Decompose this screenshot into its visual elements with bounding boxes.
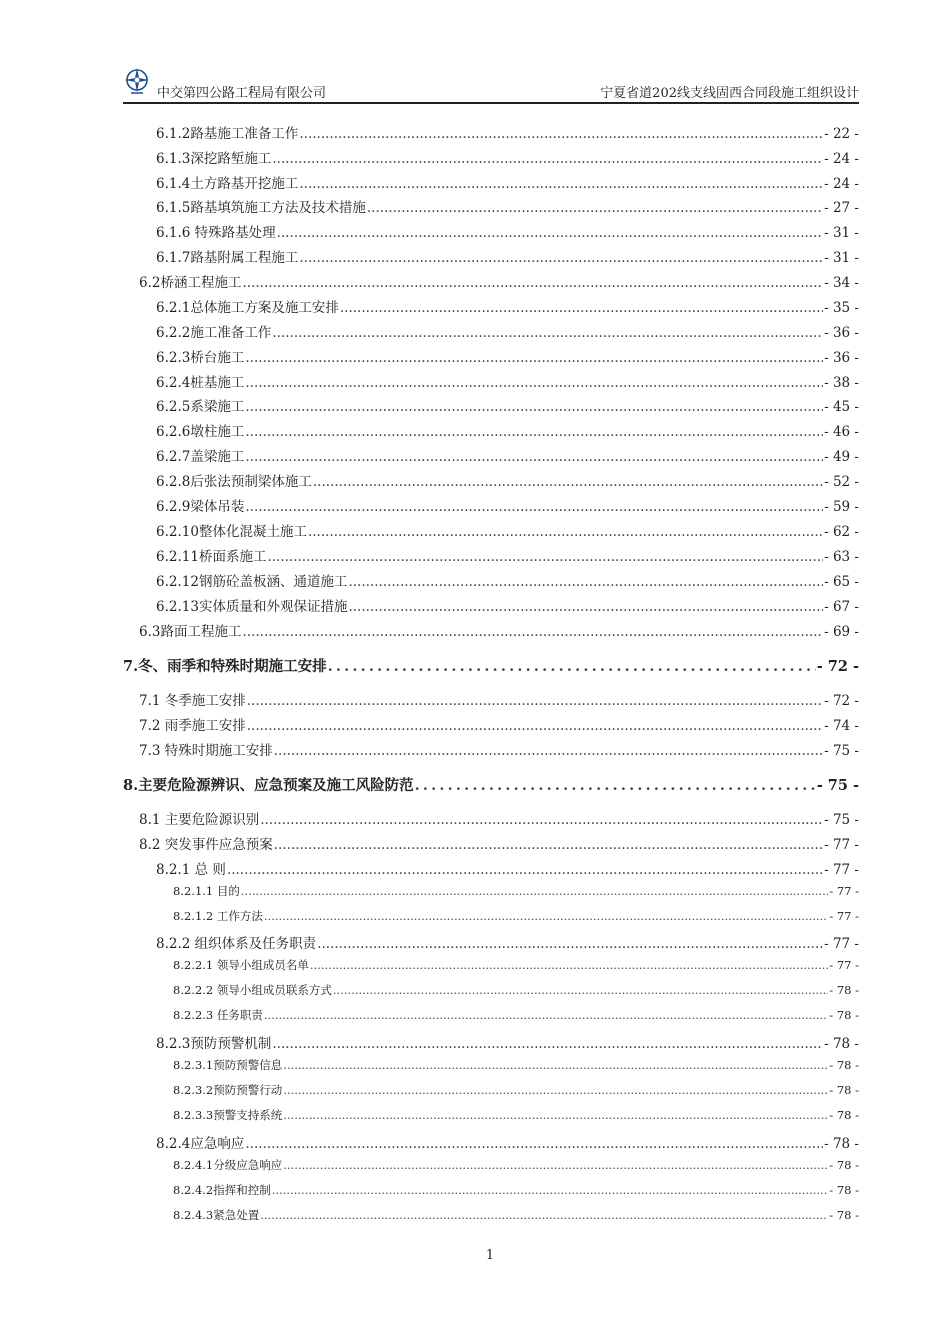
toc-entry-page: - 77 - (824, 862, 859, 878)
toc-entry[interactable] (139, 714, 859, 734)
leader-dots (348, 574, 823, 590)
toc-entry-page: - 22 - (824, 126, 859, 142)
leader-dots (247, 693, 823, 709)
toc-entry-label: 8.2.1.1 目的 (173, 884, 240, 898)
toc-entry-page: - 45 - (824, 399, 859, 415)
toc-entry[interactable] (139, 689, 859, 709)
toc-entry-page: - 62 - (824, 524, 859, 540)
toc-entry-label: 6.2.8后张法预制梁体施工 (156, 474, 312, 490)
toc-entry-page: - 78 - (829, 1183, 859, 1197)
leader-dots (277, 225, 823, 241)
toc-entry-page: - 36 - (824, 325, 859, 341)
leader-dots (313, 474, 823, 490)
toc-entry[interactable] (156, 371, 859, 391)
toc-entry-label: 8.2.3.1预防预警信息 (173, 1058, 283, 1072)
toc-entry-label: 6.1.6 特殊路基处理 (156, 225, 276, 241)
toc-entry-page: - 27 - (824, 200, 859, 216)
leader-dots (264, 1008, 828, 1022)
toc-entry[interactable] (139, 271, 859, 291)
leader-dots (299, 250, 823, 266)
toc-entry-page: - 59 - (824, 499, 859, 515)
toc-chapter-page: - 75 - (816, 777, 859, 794)
toc-entry-label: 6.2.5系梁施工 (156, 399, 245, 415)
leader-dots (242, 624, 823, 640)
toc-entry-label: 6.2.3桥台施工 (156, 350, 245, 366)
toc-entry[interactable] (156, 172, 859, 192)
leader-dots (245, 1136, 823, 1152)
toc-chapter-label: 8.主要危险源辨识、应急预案及施工风险防范 (123, 777, 414, 794)
toc-entry-page: - 24 - (824, 176, 859, 192)
toc-entry-label: 8.2.3预防预警机制 (156, 1036, 272, 1052)
toc-entry[interactable] (156, 246, 859, 266)
toc-entry-page: - 78 - (824, 1036, 859, 1052)
toc-entry-page: - 69 - (824, 624, 859, 640)
toc-entry[interactable] (173, 957, 859, 973)
toc-entry-page: - 34 - (824, 275, 859, 291)
toc-entry-label: 7.2 雨季施工安排 (139, 718, 246, 734)
toc-entry[interactable] (173, 1182, 859, 1198)
toc-chapter-label: 7.冬、雨季和特殊时期施工安排 (123, 658, 327, 675)
page-number: 1 (485, 1248, 495, 1263)
toc-entry-page: - 38 - (824, 375, 859, 391)
toc-entry-label: 6.2桥涵工程施工 (139, 275, 242, 291)
toc-entry[interactable] (156, 1032, 859, 1052)
toc-entry-page: - 67 - (824, 599, 859, 615)
toc-entry[interactable] (156, 595, 859, 615)
page-header (123, 64, 859, 104)
leader-dots (245, 449, 823, 465)
leader-dots (272, 1036, 823, 1052)
toc-entry-page: - 78 - (829, 1058, 859, 1072)
toc-entry-page: - 77 - (824, 936, 859, 952)
leader-dots (241, 884, 828, 898)
toc-entry-page: - 77 - (829, 884, 859, 898)
toc-entry-page: - 78 - (829, 1008, 859, 1022)
leader-dots (310, 958, 828, 972)
toc-entry-label: 6.3路面工程施工 (139, 624, 242, 640)
toc-entry-label: 6.2.10整体化混凝土施工 (156, 524, 307, 540)
toc-entry-label: 8.2.4应急响应 (156, 1136, 245, 1152)
toc-entry-label: 6.1.7路基附属工程施工 (156, 250, 299, 266)
toc-entry-label: 6.2.4桩基施工 (156, 375, 245, 391)
toc-entry-page: - 35 - (824, 300, 859, 316)
toc-entry-label: 6.2.1总体施工方案及施工安排 (156, 300, 339, 316)
toc-entry[interactable] (139, 808, 859, 828)
toc-entry[interactable] (139, 620, 859, 640)
toc-entry-label: 8.2.2.2 领导小组成员联系方式 (173, 983, 332, 997)
toc-entry-label: 8.2.2.1 领导小组成员名单 (173, 958, 309, 972)
leader-dots (299, 126, 823, 142)
toc-entry[interactable] (156, 321, 859, 341)
toc-entry-label: 6.2.2施工准备工作 (156, 325, 272, 341)
leader-dots (260, 1208, 828, 1222)
toc-chapter-page: - 72 - (816, 658, 859, 675)
toc-entry-page: - 78 - (829, 1083, 859, 1097)
toc-entry[interactable] (173, 1007, 859, 1023)
toc-entry[interactable] (156, 196, 859, 216)
toc-entry-label: 8.2.1 总 则 (156, 862, 226, 878)
toc-entry-page: - 31 - (824, 225, 859, 241)
toc-entry[interactable] (156, 932, 859, 952)
leader-dots (274, 837, 823, 853)
toc-entry-label: 8.2.3.2预防预警行动 (173, 1083, 283, 1097)
toc-entry[interactable] (156, 420, 859, 440)
toc-entry[interactable] (156, 570, 859, 590)
leader-dots (245, 399, 823, 415)
toc-entry-page: - 77 - (829, 909, 859, 923)
toc-entry[interactable] (173, 1107, 859, 1123)
toc-entry[interactable] (173, 982, 859, 998)
toc-entry-label: 8.2.4.2指挥和控制 (173, 1183, 271, 1197)
leader-dots (299, 176, 823, 192)
toc-entry-page: - 78 - (829, 1108, 859, 1122)
toc-entry[interactable] (173, 1057, 859, 1073)
leader-dots (272, 151, 823, 167)
toc-entry-label: 8.2.2 组织体系及任务职责 (156, 936, 317, 952)
leader-dots (267, 549, 823, 565)
toc-entry[interactable] (173, 1157, 859, 1173)
toc-entry[interactable] (139, 833, 859, 853)
toc-entry-label: 6.2.6墩柱施工 (156, 424, 245, 440)
document-title: 宁夏省道202线支线固西合同段施工组织设计 (600, 86, 859, 101)
toc-chapter[interactable] (123, 774, 859, 795)
toc-entry[interactable] (173, 883, 859, 899)
toc-entry-label: 8.2.2.3 任务职责 (173, 1008, 263, 1022)
leader-dots (283, 1158, 828, 1172)
toc-entry[interactable] (156, 858, 859, 878)
toc-entry-label: 6.2.13实体质量和外观保证措施 (156, 599, 348, 615)
leader-dots (348, 599, 823, 615)
toc-entry-label: 7.1 冬季施工安排 (139, 693, 246, 709)
toc-entry-label: 8.1 主要危险源识别 (139, 812, 260, 828)
toc-entry[interactable] (139, 739, 859, 759)
leader-dots (283, 1108, 828, 1122)
toc-entry-label: 7.3 特殊时期施工安排 (139, 743, 273, 759)
leader-dots (328, 658, 816, 675)
toc-entry[interactable] (173, 908, 859, 924)
toc-entry-label: 8.2.4.3紧急处置 (173, 1208, 260, 1222)
toc-entry-page: - 31 - (824, 250, 859, 266)
leader-dots (242, 275, 823, 291)
company-name: 中交第四公路工程局有限公司 (157, 86, 327, 101)
leader-dots (340, 300, 823, 316)
toc-entry-page: - 78 - (824, 1136, 859, 1152)
leader-dots (317, 936, 823, 952)
toc-entry-label: 6.2.7盖梁施工 (156, 449, 245, 465)
toc-entry-label: 6.1.3深挖路堑施工 (156, 151, 272, 167)
toc-entry-page: - 78 - (829, 1208, 859, 1222)
toc-entry-page: - 75 - (824, 743, 859, 759)
toc-entry-label: 8.2.1.2 工作方法 (173, 909, 263, 923)
toc-entry[interactable] (173, 1207, 859, 1223)
leader-dots (333, 983, 828, 997)
leader-dots (245, 424, 823, 440)
leader-dots (283, 1083, 828, 1097)
toc-entry-label: 8.2.4.1分级应急响应 (173, 1158, 283, 1172)
toc-entry-label: 8.2 突发事件应急预案 (139, 837, 273, 853)
toc-entry-page: - 78 - (829, 1158, 859, 1172)
toc-entry-label: 6.2.12钢筋砼盖板涵、通道施工 (156, 574, 348, 590)
toc-entry[interactable] (156, 346, 859, 366)
leader-dots (264, 909, 828, 923)
toc-entry-page: - 52 - (824, 474, 859, 490)
toc-entry[interactable] (156, 147, 859, 167)
toc-entry[interactable] (156, 122, 859, 142)
toc-entry-page: - 24 - (824, 151, 859, 167)
toc-entry-label: 6.1.4土方路基开挖施工 (156, 176, 299, 192)
leader-dots (227, 862, 823, 878)
leader-dots (245, 375, 823, 391)
toc-entry-page: - 77 - (829, 958, 859, 972)
toc-entry[interactable] (156, 395, 859, 415)
leader-dots (260, 812, 823, 828)
toc-entry[interactable] (173, 1082, 859, 1098)
leader-dots (272, 1183, 829, 1197)
leader-dots (367, 200, 823, 216)
toc-entry[interactable] (156, 520, 859, 540)
toc-entry[interactable] (156, 445, 859, 465)
toc-entry-page: - 78 - (829, 983, 859, 997)
leader-dots (247, 718, 823, 734)
leader-dots (308, 524, 823, 540)
toc-entry-page: - 72 - (824, 693, 859, 709)
leader-dots (283, 1058, 828, 1072)
toc-entry[interactable] (156, 296, 859, 316)
toc-entry-page: - 46 - (824, 424, 859, 440)
toc-entry-label: 8.2.3.3预警支持系统 (173, 1108, 283, 1122)
toc-entry-label: 6.2.9梁体吊装 (156, 499, 245, 515)
leader-dots (272, 325, 823, 341)
toc-chapter[interactable] (123, 655, 859, 676)
toc-entry-page: - 75 - (824, 812, 859, 828)
toc-entry-page: - 63 - (824, 549, 859, 565)
toc-entry[interactable] (156, 545, 859, 565)
toc-entry[interactable] (156, 495, 859, 515)
leader-dots (245, 499, 823, 515)
toc-entry-label: 6.1.2路基施工准备工作 (156, 126, 299, 142)
toc-entry-label: 6.2.11桥面系施工 (156, 549, 267, 565)
toc-entry[interactable] (156, 470, 859, 490)
toc-entry-page: - 65 - (824, 574, 859, 590)
toc-entry-page: - 36 - (824, 350, 859, 366)
toc-entry-page: - 74 - (824, 718, 859, 734)
leader-dots (415, 777, 816, 794)
company-logo-icon (123, 66, 151, 96)
toc-entry-page: - 77 - (824, 837, 859, 853)
leader-dots (245, 350, 823, 366)
leader-dots (274, 743, 823, 759)
toc-entry-label: 6.1.5路基填筑施工方法及技术措施 (156, 200, 366, 216)
toc-entry[interactable] (156, 221, 859, 241)
toc-entry[interactable] (156, 1132, 859, 1152)
toc-entry-page: - 49 - (824, 449, 859, 465)
